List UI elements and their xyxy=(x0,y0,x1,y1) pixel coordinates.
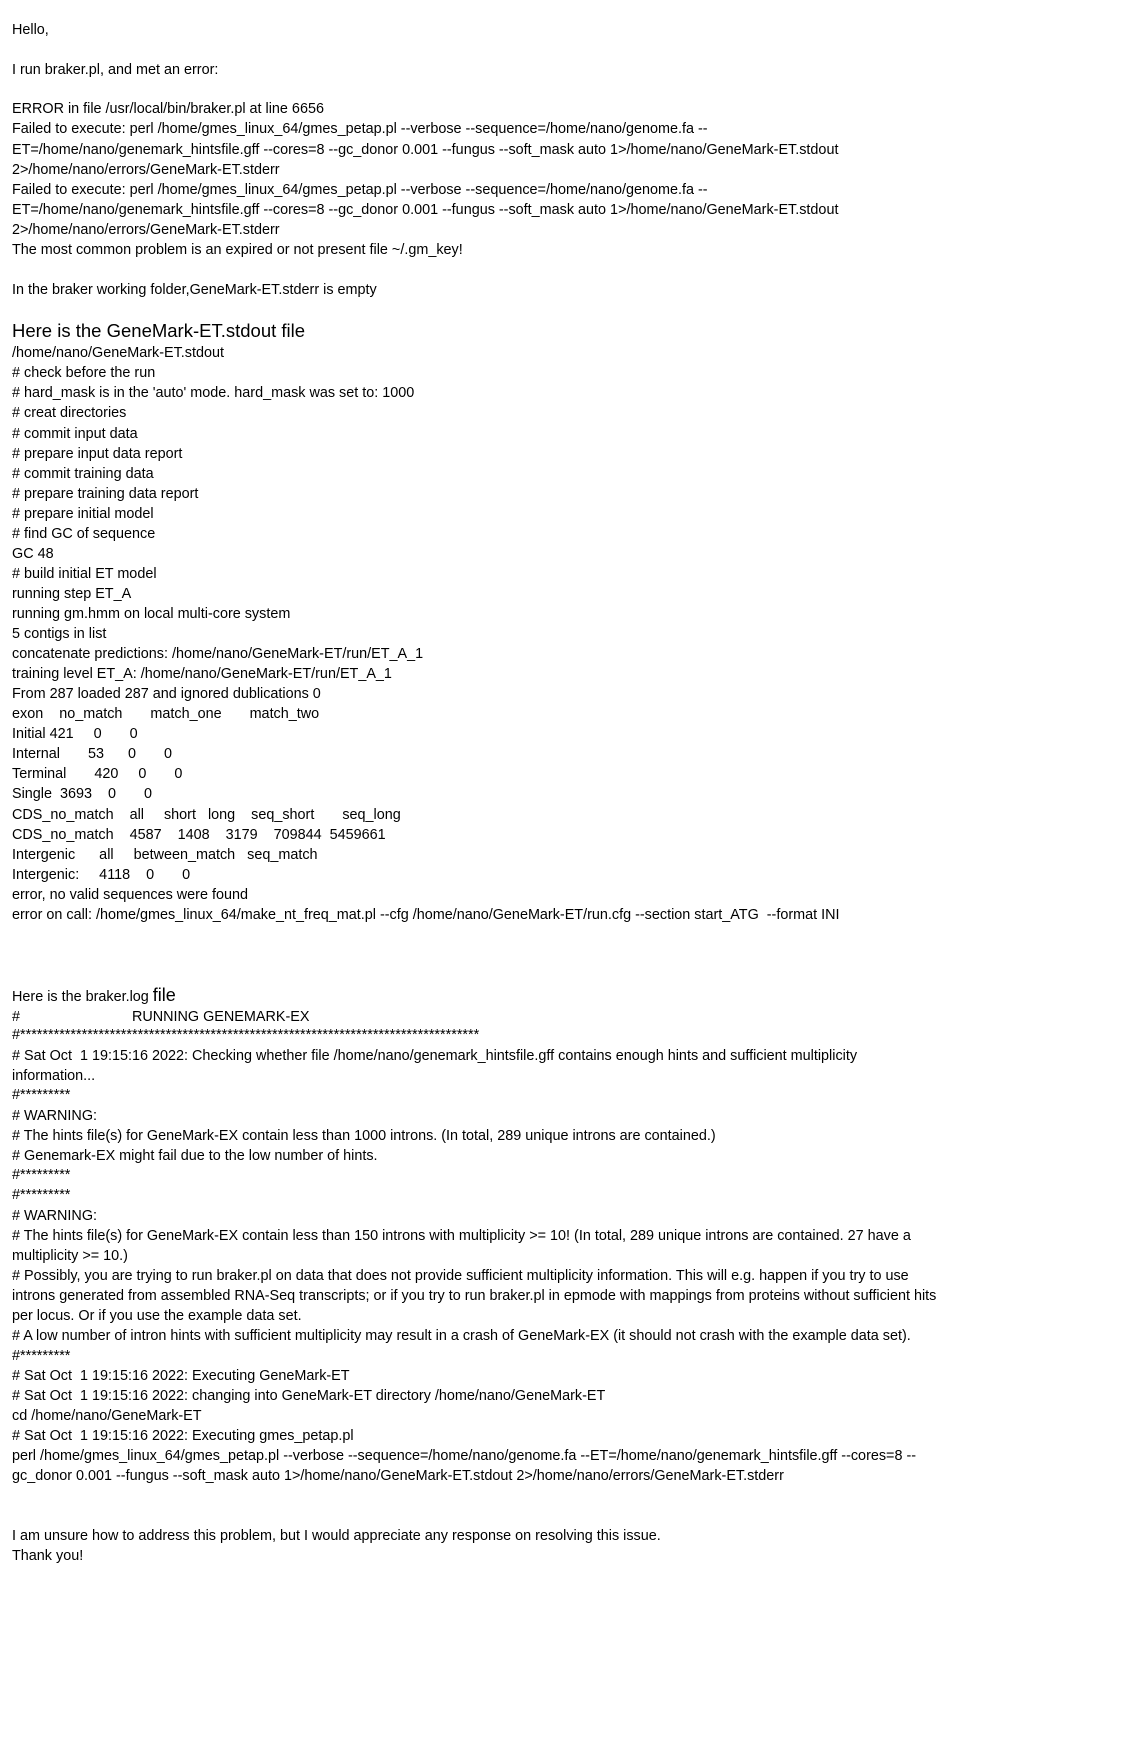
stdout-line: # prepare input data report xyxy=(12,446,183,462)
log-line: #********************************************************************************** xyxy=(12,1027,480,1043)
log-line: introns generated from assembled RNA-Seq transcripts; or if you try to run braker.pl in epmode with mappings from proteins without sufficient hits xyxy=(12,1288,937,1304)
log-line: # Sat Oct 1 19:15:16 2022: Checking whether file /home/nano/genemark_hintsfile.gff contains enough hints and sufficient multiplicity xyxy=(12,1048,858,1064)
stdout-line: running gm.hmm on local multi-core system xyxy=(12,606,291,622)
closing-request: I am unsure how to address this problem, but I would appreciate any response on resolving this issue. xyxy=(12,1528,661,1544)
log-line: # Possibly, you are trying to run braker.pl on data that does not provide sufficient multiplicity information. This will e.g. happen if you try to use xyxy=(12,1268,909,1284)
closing-thanks: Thank you! xyxy=(12,1548,84,1564)
stdout-line: # prepare training data report xyxy=(12,486,199,502)
stdout-line: training level ET_A: /home/nano/GeneMark-ET/run/ET_A_1 xyxy=(12,666,392,682)
log-line: gc_donor 0.001 --fungus --soft_mask auto 1>/home/nano/GeneMark-ET.stdout 2>/home/nano/errors/GeneMark-ET.stderr xyxy=(12,1468,784,1484)
greeting: Hello, xyxy=(12,22,49,38)
log-line: multiplicity >= 10.) xyxy=(12,1248,128,1264)
log-line: # Genemark-EX might fail due to the low number of hints. xyxy=(12,1148,378,1164)
stdout-line: error, no valid sequences were found xyxy=(12,887,248,903)
error-line: 2>/home/nano/errors/GeneMark-ET.stderr xyxy=(12,222,280,238)
log-line: # A low number of intron hints with sufficient multiplicity may result in a crash of GeneMark-EX (it should not crash with the example data set). xyxy=(12,1328,911,1344)
stdout-line: # check before the run xyxy=(12,365,156,381)
stdout-line: # commit training data xyxy=(12,466,154,482)
stdout-line: concatenate predictions: /home/nano/GeneMark-ET/run/ET_A_1 xyxy=(12,646,424,662)
stdout-line: Terminal 420 0 0 xyxy=(12,766,183,782)
log-heading xyxy=(12,985,176,1007)
log-line: # WARNING: xyxy=(12,1108,98,1124)
stdout-line: Single 3693 0 0 xyxy=(12,786,152,802)
stdout-line: From 287 loaded 287 and ignored dublications 0 xyxy=(12,686,321,702)
log-line: #********* xyxy=(12,1348,71,1364)
log-line: #********* xyxy=(12,1187,71,1203)
log-line: # Sat Oct 1 19:15:16 2022: changing into GeneMark-ET directory /home/nano/GeneMark-ET xyxy=(12,1388,606,1404)
log-heading-prefix: Here is the braker.log xyxy=(12,989,153,1005)
stderr-note: In the braker working folder,GeneMark-ET.stderr is empty xyxy=(12,282,377,298)
log-line: cd /home/nano/GeneMark-ET xyxy=(12,1408,202,1424)
stdout-line: Intergenic: 4118 0 0 xyxy=(12,867,191,883)
stdout-line: Intergenic all between_match seq_match xyxy=(12,847,318,863)
stdout-line: GC 48 xyxy=(12,546,54,562)
stdout-line: # hard_mask is in the 'auto' mode. hard_mask was set to: 1000 xyxy=(12,385,415,401)
error-line: ERROR in file /usr/local/bin/braker.pl at line 6656 xyxy=(12,101,324,117)
stdout-line: CDS_no_match 4587 1408 3179 709844 5459661 xyxy=(12,827,386,843)
log-line: per locus. Or if you use the example data set. xyxy=(12,1308,302,1324)
error-line: ET=/home/nano/genemark_hintsfile.gff --cores=8 --gc_donor 0.001 --fungus --soft_mask auto 1>/home/nano/GeneMark-ET.stdout xyxy=(12,202,839,218)
stdout-heading: Here is the GeneMark-ET.stdout file xyxy=(12,320,306,341)
log-line: # Sat Oct 1 19:15:16 2022: Executing gmes_petap.pl xyxy=(12,1428,354,1444)
stdout-line: exon no_match match_one match_two xyxy=(12,706,320,722)
log-line: information... xyxy=(12,1068,96,1084)
stdout-line: 5 contigs in list xyxy=(12,626,107,642)
error-line: 2>/home/nano/errors/GeneMark-ET.stderr xyxy=(12,162,280,178)
stdout-line: Initial 421 0 0 xyxy=(12,726,138,742)
stdout-line: running step ET_A xyxy=(12,586,132,602)
stdout-line: # creat directories xyxy=(12,405,127,421)
log-line: # WARNING: xyxy=(12,1208,98,1224)
log-line: # Sat Oct 1 19:15:16 2022: Executing GeneMark-ET xyxy=(12,1368,350,1384)
log-line: # RUNNING GENEMARK-EX xyxy=(12,1009,310,1025)
stdout-line: CDS_no_match all short long seq_short seq_long xyxy=(12,807,401,823)
stdout-line: error on call: /home/gmes_linux_64/make_nt_freq_mat.pl --cfg /home/nano/GeneMark-ET/run.cfg --section start_ATG --format INI xyxy=(12,907,840,923)
stdout-line: # build initial ET model xyxy=(12,566,157,582)
error-line: The most common problem is an expired or not present file ~/.gm_key! xyxy=(12,242,463,258)
log-line: # The hints file(s) for GeneMark-EX contain less than 150 introns with multiplicity >= 10! (In total, 289 unique introns are contained. 27 have a xyxy=(12,1228,911,1244)
problem-statement: I run braker.pl, and met an error: xyxy=(12,62,219,78)
stdout-line: # commit input data xyxy=(12,426,138,442)
log-line: #********* xyxy=(12,1167,71,1183)
stdout-line: /home/nano/GeneMark-ET.stdout xyxy=(12,345,224,361)
error-line: ET=/home/nano/genemark_hintsfile.gff --cores=8 --gc_donor 0.001 --fungus --soft_mask auto 1>/home/nano/GeneMark-ET.stdout xyxy=(12,142,839,158)
stdout-line: Internal 53 0 0 xyxy=(12,746,172,762)
error-line: Failed to execute: perl /home/gmes_linux_64/gmes_petap.pl --verbose --sequence=/home/nano/genome.fa -- xyxy=(12,121,708,137)
stdout-line: # prepare initial model xyxy=(12,506,154,522)
log-line: #********* xyxy=(12,1087,71,1103)
log-heading-word: file xyxy=(152,985,176,1005)
error-line: Failed to execute: perl /home/gmes_linux_64/gmes_petap.pl --verbose --sequence=/home/nano/genome.fa -- xyxy=(12,182,708,198)
log-line: # The hints file(s) for GeneMark-EX contain less than 1000 introns. (In total, 289 unique introns are contained.) xyxy=(12,1128,716,1144)
log-line: perl /home/gmes_linux_64/gmes_petap.pl --verbose --sequence=/home/nano/genome.fa --ET=/home/nano/genemark_hintsfile.gff --cores=8 -- xyxy=(12,1448,917,1464)
stdout-line: # find GC of sequence xyxy=(12,526,156,542)
